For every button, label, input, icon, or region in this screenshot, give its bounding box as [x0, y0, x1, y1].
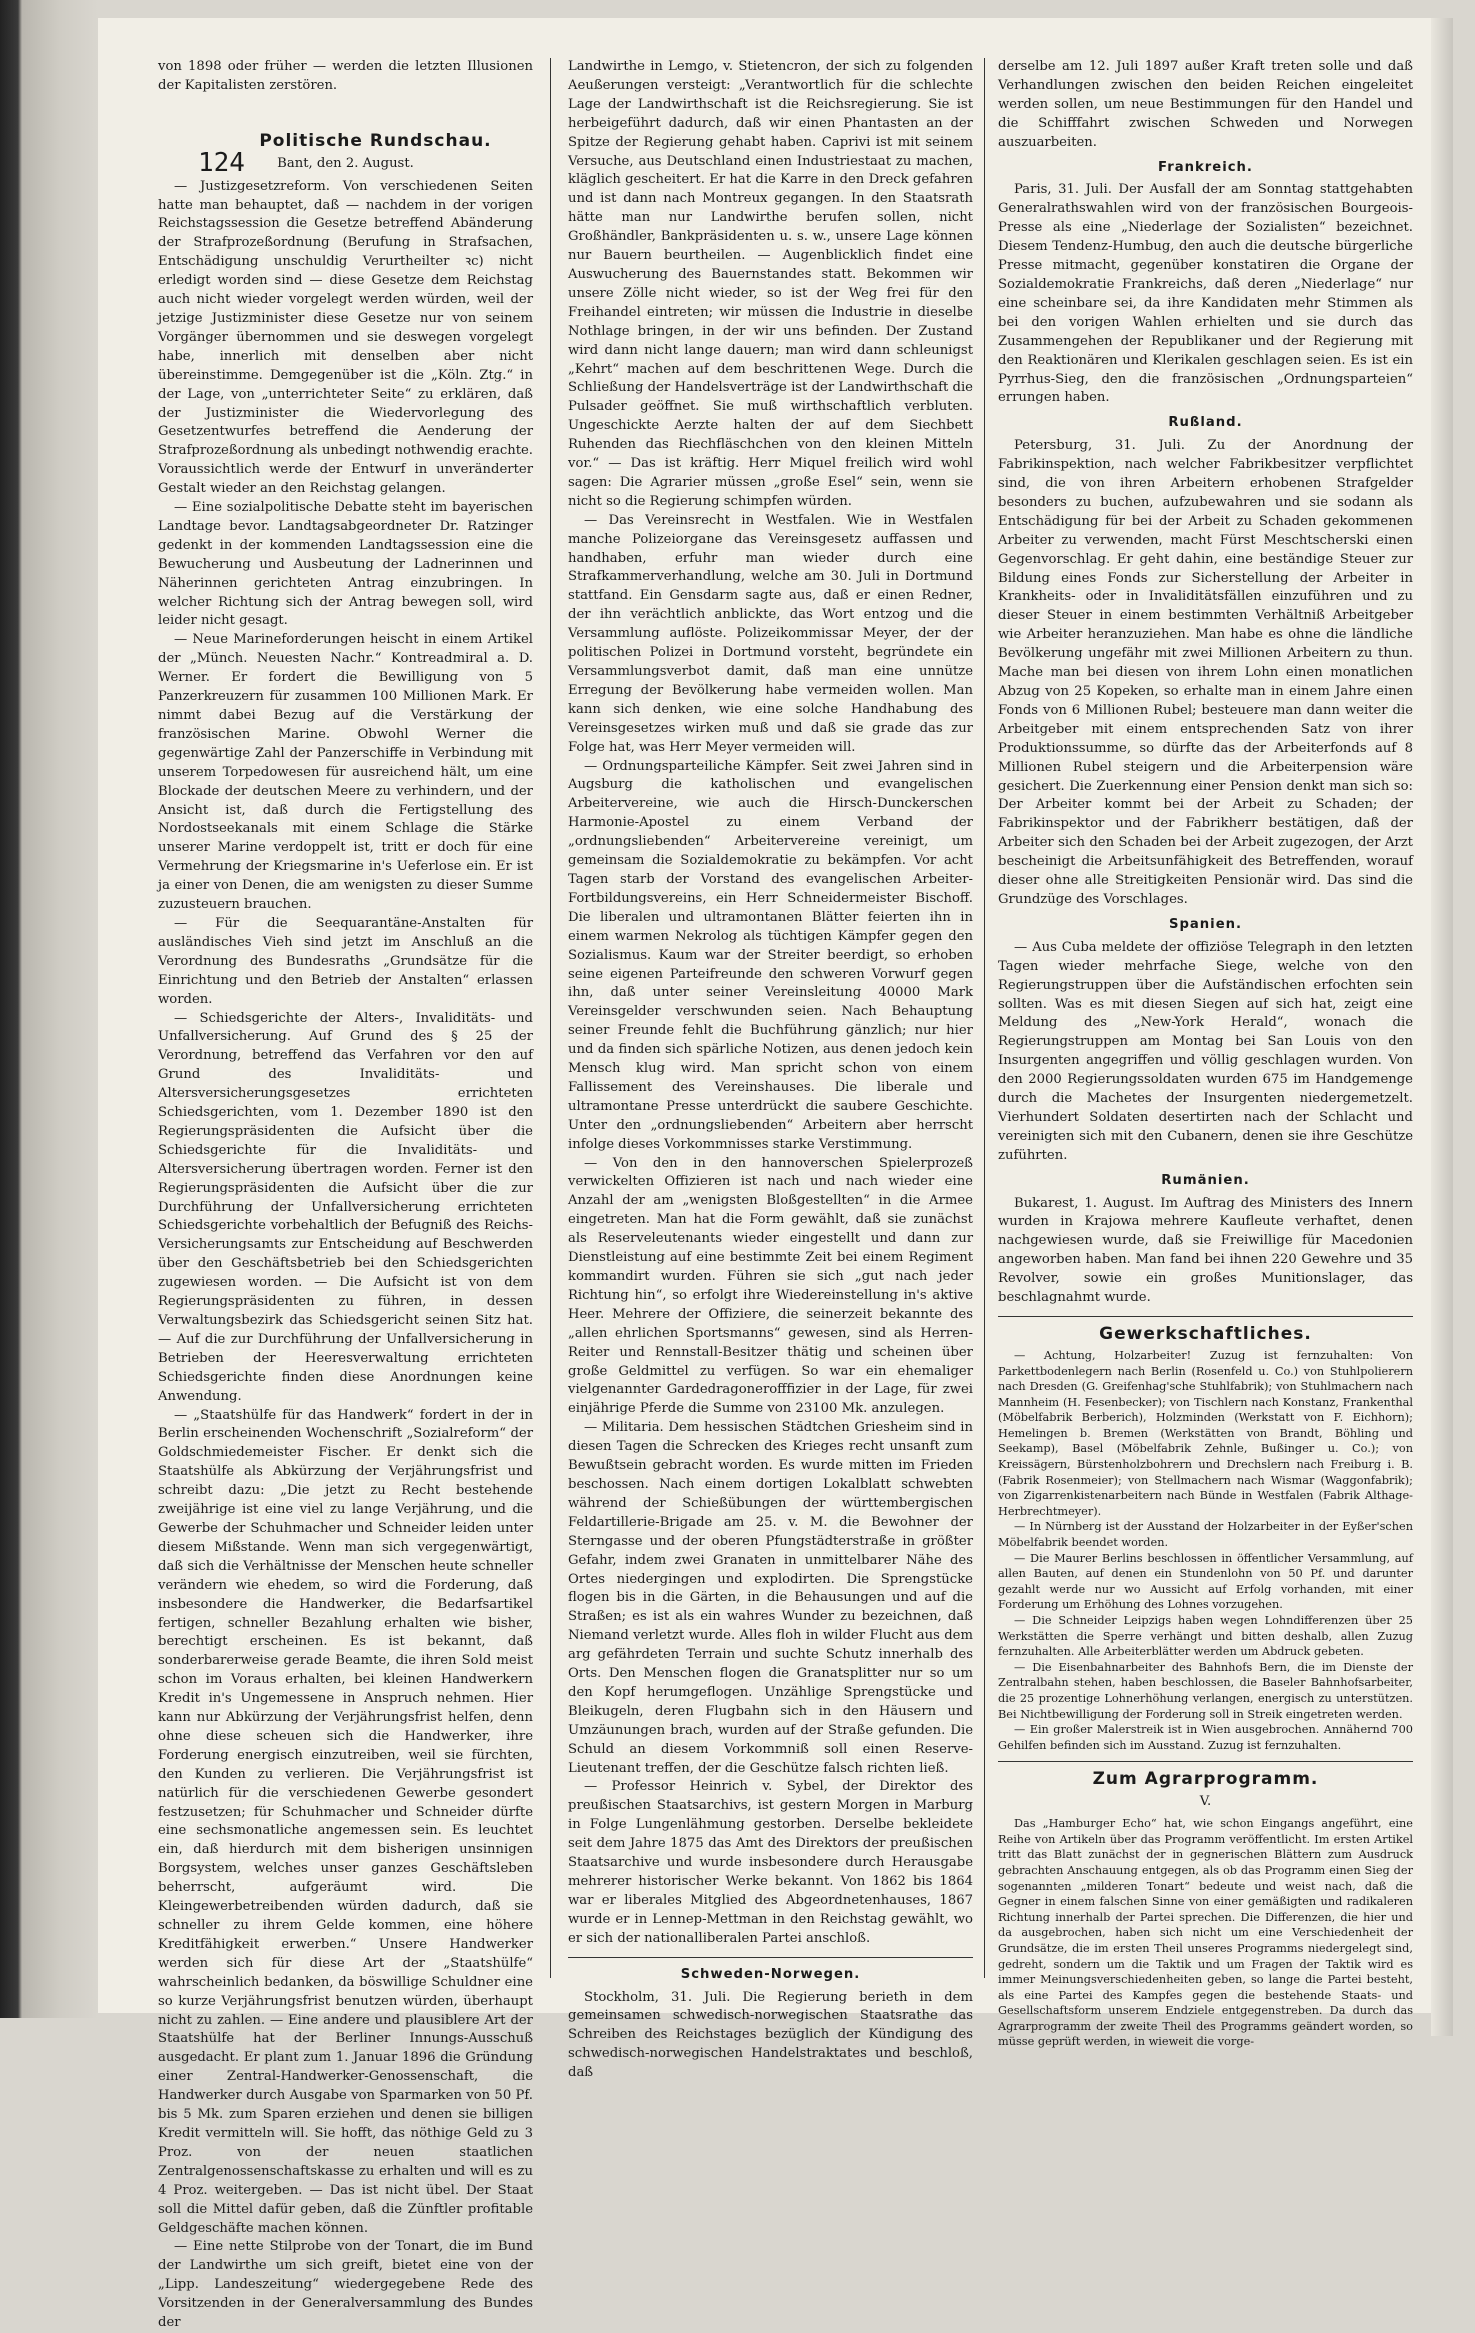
notice-item: — Die Maurer Berlins beschlossen in öffentlicher Versammlung, auf allen Bauten, auf denen ein Stundenlohn von 50 Pf. und darunter gezahlt werde nur wo Aussicht auf Erfolg vorhanden, mit einer Forderung um Erhöhung des Lohnes vorzugehen.: [998, 1551, 1413, 1612]
column-2: [568, 58, 973, 2083]
article-paragraph: — Das Vereinsrecht in Westfalen. Wie in Westfalen manche Polizeiorgane das Vereinsgesetz auffassen und handhaben, erfuhr man wieder durch eine Strafkammerverhandlung, welche am 30. Juli in Dortmund stattfand. Ein Gensdarm sagte aus, daß er einen Redner, der ihn verächtlich anblickte, das Wort entzog und die Versammlung auflöste. Polizeikommissar Meyer, der der politischen Polizei in Dortmund vorsteht, begründete ein Versammlungsverbot damit, daß man eine unnütze Erregung der Bevölkerung habe vermeiden wollen. Man kann sich denken, wie eine solche Handhabung des Vereinsgesetzes wirken muß und daß sie grade das zur Folge hat, was Herr Meyer vermeiden will.: [568, 512, 973, 755]
page-edge: [1431, 18, 1453, 2036]
dateline: Bant, den 2. August.: [277, 155, 414, 171]
article-paragraph: — Justizgesetzreform. Von verschiedenen Seiten hatte man behauptet, daß — nachdem in der vorigen Reichstagssession die Gesetze betreffend Abänderung der Strafprozeßordnung (Berufung in Strafsachen, Entschädigung unschuldig Verurtheilter ꝛc) nicht erledigt worden sind — diese Gesetze dem Reichstag auch nicht wieder vorgelegt werden würden, weil der jetzige Justizminister diese Gesetze nur von seinem Vorgänger übernommen und sie deswegen vorgelegt habe, innerlich mit denselben aber nicht übereinstimme. Demgegenüber ist die „Köln. Ztg.“ in der Lage, von „unterrichteter Seite“ zu erklären, daß der Justizminister die Wiedervorlegung des Gesetzentwurfes betreffend die Aenderung der Strafprozeßordnung als unbedingt nothwendig erachte. Voraussichtlich werde der Entwurf in unveränderter Gestalt wieder an den Reichstag gelangen.: [158, 178, 533, 497]
column-3: [998, 58, 1413, 2050]
column-rule: [984, 58, 985, 1978]
newspaper-page: [98, 18, 1453, 2331]
section-heading: Schweden-Norwegen.: [680, 1966, 861, 1982]
article-paragraph: — Ordnungsparteiliche Kämpfer. Seit zwei Jahren sind in Augsburg die katholischen und evangelischen Arbeitervereine, wie auch die Hirsch-Dunckerschen Harmonie-Apostel zu einem Verband der „ordnungsliebenden“ Arbeitervereine vereinigt, um gemeinsam die Sozialdemokratie zu bekämpfen. Vor acht Tagen starb der Vorstand des evangelischen Arbeiter-Fortbildungsvereins, ein Herr Schneidermeister Bischoff. Die liberalen und ultramontanen Blätter feierten ihn in einem warmen Nekrolog als tüchtigen Kämpfer gegen den Sozialismus. Kaum war der Streiter beerdigt, so erhoben seine eigenen Parteifreunde den schweren Vorwurf gegen ihn, daß unter seiner Vereinsleitung 40000 Mark Vereinsgelder verschwunden seien. Nach Behauptung seiner Freunde fehlt die Buchführung gänzlich; nur hier und da finden sich spärliche Notizen, aus denen jedoch kein Mensch klug wird. Man spricht schon von einem Fallissement des Vereinshauses. Die liberale und ultramontane Presse unterdrückt die saubere Geschichte. Unter den „ordnungsliebenden“ Arbeitern aber herrscht infolge dieses Vorkommnisses starke Verstimmung.: [568, 758, 973, 1152]
article-paragraph: — Eine nette Stilprobe von der Tonart, die im Bund der Landwirthe um sich greift, bietet eine von der „Lipp. Landeszeitung“ wiedergegebene Rede des Vorsitzenden in der Generalversammlung des Bundes der: [158, 2239, 533, 2331]
article-paragraph: Stockholm, 31. Juli. Die Regierung berieth in dem gemeinsamen schwedisch-norwegischen Staatsrathe das Schreiben des Reichstages bezüglich der Kündigung des schwedisch-norwegischen Handelstraktates und beschloß, daß: [568, 1989, 973, 2081]
section-heading: Spanien.: [1168, 916, 1243, 932]
divider: [998, 1316, 1413, 1317]
part-number: V.: [1199, 1794, 1212, 1810]
union-notices: [998, 1348, 1413, 1753]
article-paragraph: — Von den in den hannoverschen Spielerprozeß verwickelten Offizieren ist nach und nach wieder eine Anzahl der am „wenigsten Bloßgestellten“ in die Armee eingetreten. Man hat die Form gewählt, daß sie zunächst als Reserveleutenants wieder eingestellt und dann zur Dienstleistung auf eine bestimmte Zeit bei einem Regiment kommandirt wurden. Führen sie sich „gut nach jeder Richtung hin“, so erfolgt ihre Wiedereinstellung in's aktive Heer. Mehrere der Offiziere, die seinerzeit bekannte des „allen ehrlichen Sportsmanns“ gewesen, sind als Herren-Reiter und Rennstall-Besitzer thätig und scheinen über große Geldmittel zu verfügen. So war ein ehemaliger vielgenannter Gardedragonerofffizier in der Lage, für zwei einjährige Pferde die Summe von 23100 Mk. anzulegen.: [568, 1155, 973, 1417]
article-paragraph: Petersburg, 31. Juli. Zu der Anordnung der Fabrikinspektion, nach welcher Fabrikbesitzer verpflichtet sind, die von ihren Arbeitern erhobenen Strafgelder besonders zu buchen, aufzubewahren und sie sodann als Entschädigung für bei der Arbeit zu Schaden gekommenen Arbeiter zu verwenden, macht Fürst Meschtscherski einen Gegenvorschlag. Er geht dahin, eine beständige Steuer zur Bildung eines Fonds zur Sicherstellung der Arbeiter in Krankheits- oder in Invaliditätsfällen einzuführen und zu dieser Steuer in einem bestimmten Verhältniß Arbeitgeber wie Arbeiter heranzuziehen. Man habe es ohne die ländliche Bevölkerung ungefähr mit zwei Millionen Arbeitern zu thun. Mache man bei diesen von ihrem Lohn einen monatlichen Abzug von 25 Kopeken, so erhalte man in einem Jahre einen Fonds von 6 Millionen Rubel; besteuere man dann weiter die Arbeitgeber mit einem entsprechenden Satz von ihrer Produktionssumme, so dürfte das der Arbeiterfonds auf 8 Millionen Rubel steigern und die Arbeiterpension wäre gesichert. Die Zuerkennung einer Pension denkt man sich so: Der Arbeiter kommt bei der Arbeit zu Schaden; der Fabrikinspektor und der Fabrikherr bestätigen, daß der Arbeiter sich den Schaden bei der Arbeit zugezogen, der Arzt bescheinigt die Arbeitsunfähigkeit des Betreffenden, worauf dieser ohne alle Streitigkeiten Pensionär wird. Das sind die Grundzüge des Vorschlages.: [998, 438, 1413, 907]
section-heading: Gewerkschaftliches.: [1099, 1324, 1312, 1344]
notice-item: — Achtung, Holzarbeiter! Zuzug ist fernzuhalten: Von Parkettbodenlegern nach Berlin (Rosenfeld u. Co.) von Stuhlpolierern nach Dresden (G. Greifenhag'sche Stuhlfabrik); von Stuhlmachern nach Mannheim (H. Fesenbecker); von Tischlern nach Konstanz, Frankenthal (Möbelfabrik Berberich), Holzminden (Werkstatt von F. Eichhorn); Hemelingen b. Bremen (Werkstätten von Brandt, Böhling und Seekamp), Basel (Möbelfabrik Zehnle, Bußinger u. Co.); von Kreissägern, Bürstenholzbohrern und Drechslern nach Freiburg i. B. (Fabrik Rosenmeier); von Stellmachern nach Wismar (Waggonfabrik); von Zigarrenkistenarbeitern nach Bünde in Westfalen (Fabrik Althage-Herbrechtmeyer).: [998, 1348, 1413, 1518]
article-paragraph: — „Staatshülfe für das Handwerk“ fordert in der in Berlin erscheinenden Wochenschrift „Sozialreform“ der Goldschmiedemeister Fischer. Er denkt sich die Staatshülfe als Abkürzung der Verjährungsfrist und schreibt dazu: „Die jetzt zu Recht bestehende zweijährige ist eine viel zu lange Verjährung, und die Gewerbe der Schuhmacher und Schneider leiden unter diesem Mißstande. Wenn man sich vergegenwärtigt, daß sich die Verhältnisse der Menschen heute schneller verändern wie ehedem, so wird die Forderung, daß insbesondere die Handwerker, die Bedarfsartikel fertigen, schneller Bezahlung erhalten wie bisher, berechtigt erscheinen. Es ist bekannt, daß sonderbarerweise gerade Beamte, die ihren Sold meist schon im Voraus erhalten, bei kleinen Handwerkern Kredit in's Ungemessene in Anspruch nehmen. Hier kann nur Abkürzung der Verjährungsfrist helfen, denn ohne diese scheuen sich die Handwerker, ihre Forderung energisch einzutreiben, weil sie fürchten, den Kunden zu verlieren. Die Verjährungsfrist ist natürlich für die verschiedenen Gewerbe gesondert festzusetzen; für Schuhmacher und Schneider dürfte eine sechsmonatliche angemessen sein. Es leuchtet ein, daß hierdurch mit dem bisherigen unsinnigen Borgsystem, welches unser ganzes Geschäftsleben beherrscht, aufgeräumt wird. Die Kleingewerbetreibenden würden dadurch, daß sie schneller zu ihrem Gelde kommen, eine höhere Kreditfähigkeit erwerben.“ Unsere Handwerker werden sich für diese Art der „Staatshülfe“ wahrscheinlich bedanken, da böswillige Schuldner eine so kurze Verjährungsfrist benutzen würden, überhaupt nicht zu zahlen. — Eine andere und plausiblere Art der Staatshülfe hat der Berliner Innungs-Ausschuß ausgedacht. Er plant zum 1. Januar 1896 die Gründung einer Zentral-Handwerker-Genossenschaft, die Handwerker durch Ausgabe von Sparmarken von 50 Pf. bis 5 Mk. zum Sparen erziehen und denen sie billigen Kredit vermitteln will. Sie hofft, das nöthige Geld zu 3 Proz. von der neuen staatlichen Zentralgenossenschaftskasse zu erhalten und will es zu 4 Proz. weitergeben. — Das ist nicht übel. Der Staat soll die Mittel dafür geben, daß die Zünftler profitable Geldgeschäfte machen können.: [158, 1407, 533, 2236]
article-paragraph: Landwirthe in Lemgo, v. Stietencron, der sich zu folgenden Aeußerungen versteigt: „Verantwortlich für die schlechte Lage der Landwirthschaft ist die Reichsregierung. Sie ist herbeigeführt dadurch, daß wir einen Phantasten an der Spitze der Regierung gehabt haben. Caprivi ist mit seinem Versuche, aus Deutschland einen Industriestaat zu machen, kläglich gescheitert. Er hat die Karre in den Dreck gefahren und ist dann nach Montreux gegangen. In den Staatsrath hätte man nur Landwirthe berufen sollen, nicht Großhändler, Bankpräsidenten u. s. w., unsere Lage können nur Bauern beurtheilen. — Augenblicklich findet eine Auswucherung des Bauernstandes statt. Bekommen wir unsere Zölle nicht wieder, so ist der Weg frei für den Freihandel eintreten; wir müssen die Industrie in dieselbe Nothlage bringen, in der wir uns befinden. Der Zustand wird dann nicht lange dauern; man wird dann schleunigst „Kehrt“ machen auf dem beschrittenen Wege. Durch die Schließung der Handelsverträge ist der Landwirthschaft die Pulsader geöffnet. Sie muß wirthschaftlich verbluten. Ungeschickte Aerzte halten der auf dem Siechbett Ruhenden das Riechfläschchen von den kleinen Mitteln vor.“ — Das ist kräftig. Herr Miquel freilich wird wohl sagen: Die Agrarier müssen „große Esel“ sein, wenn sie nicht so die Regierung schimpfen würden.: [568, 59, 973, 509]
divider: [568, 1957, 973, 1958]
article-paragraph: Bukarest, 1. August. Im Auftrag des Ministers des Innern wurden in Krajowa mehrere Kaufleute verhaftet, denen nachgewiesen wurde, daß sie Freiwillige für Macedonien angeworben haben. Man fand bei ihnen 220 Gewehre und 35 Revolver, sowie ein großes Munitionslager, das beschlagnahmt wurde.: [998, 1195, 1413, 1306]
article-paragraph: Paris, 31. Juli. Der Ausfall der am Sonntag stattgehabten Generalrathswahlen wird von der französischen Bourgeois-Presse als eine „Niederlage der Sozialisten“ bezeichnet. Diesem Tendenz-Humbug, den auch die deutsche bürgerliche Presse mitmacht, gegenüber konstatiren die Organe der Sozialdemokratie Frankreichs, daß deren „Niederlage“ nur eine scheinbare sei, da ihre Kandidaten mehr Stimmen als bei den vorigen Wahlen erhielten und sie durch das Zusammengehen der Republikaner und der Regierung mit den Reaktionären und Klerikalen geschlagen seien. Es ist ein Pyrrhus-Sieg, den die französischen „Ordnungsparteien“ errungen haben.: [998, 182, 1413, 406]
section-heading: Politische Rundschau.: [259, 130, 492, 151]
article-paragraph: — Eine sozialpolitische Debatte steht im bayerischen Landtage bevor. Landtagsabgeordneter Dr. Ratzinger gedenkt in der kommenden Landtagssession eine die Bewucherung und Ausbeutung der Ladnerinnen und Näherinnen gerichteten Antrag einzubringen. In welcher Richtung sich der Antrag bewegen soll, wird leider nicht gesagt.: [158, 500, 533, 629]
article-paragraph: — Professor Heinrich v. Sybel, der Direktor des preußischen Staatsarchivs, ist gestern Morgen in Marburg in Folge Lungenlähmung gestorben. Derselbe bekleidete seit dem Jahre 1875 das Amt des Direktors der preußischen Staatsarchive und wurde insbesondere durch Herausgabe mehrerer historischer Werke bekannt. Von 1862 bis 1864 war er liberales Mitglied des Abgeordnetenhauses, 1867 wurde er in Lennep-Mettman in den Reichstag gewählt, wo er sich der nationalliberalen Partei anschloß.: [568, 1779, 973, 1946]
page-number: 124: [198, 148, 245, 178]
article-paragraph: derselbe am 12. Juli 1897 außer Kraft treten solle und daß Verhandlungen zwischen den beiden Reichen eingeleitet werden sollen, um neue Bestimmungen für den Handel und die Schifffahrt zwischen Schweden und Norwegen auszuarbeiten.: [998, 59, 1413, 150]
column-rule: [550, 58, 551, 1978]
article-paragraph: — Für die Seequarantäne-Anstalten für ausländisches Vieh sind jetzt im Anschluß an die Verordnung des Bundesraths „Grundsätze für die Einrichtung und den Betrieb der Anstalten“ erlassen worden.: [158, 915, 533, 1007]
section-heading: Frankreich.: [1158, 159, 1253, 175]
notice-item: — Die Eisenbahnarbeiter des Bahnhofs Bern, die im Dienste der Zentralbahn stehen, haben beschlossen, die Baseler Bahnhofsarbeiter, die 25 prozentige Lohnerhöhung verlangen, energisch zu unterstützen. Bei Nichtbewilligung der Forderung soll in Streik eingetreten werden.: [998, 1660, 1413, 1721]
article-paragraph: Das „Hamburger Echo“ hat, wie schon Eingangs angeführt, eine Reihe von Artikeln über das Programm veröffentlicht. Im ersten Artikel tritt das Blatt zunächst der in gegnerischen Blättern zum Ausdruck gebrachten Anschauung entgegen, als ob das Programm einen Sieg der sogenannten „milderen Tonart“ bedeute und weist nach, daß die Gegner in einem falschen Sinne von einer gemäßigten und radikaleren Richtung innerhalb der Partei sprechen. Die Differenzen, die hier und da ausgebrochen, haben sich nicht um eine Verschiedenheit der Grundsätze, die im ersten Theil unseres Programms niedergelegt sind, gedreht, sondern um die Taktik und um Fragen der Taktik wird es immer Meinungsverschiedenheiten geben, so lange die Partei besteht, als eine Partei des Kampfes gegen die bestehende Staats- und Gesellschaftsform unserem Endziele entgegenstreben. Da durch das Agrarprogramm der zweite Theil des Programms geändert worden, so müsse geprüft werden, in wieweit die vorge-: [998, 1817, 1413, 2049]
article-paragraph: — Schiedsgerichte der Alters-, Invaliditäts- und Unfallversicherung. Auf Grund des § 25 der Verordnung, betreffend das Verfahren vor den auf Grund des Invaliditäts- und Altersversicherungsgesetzes errichteten Schiedsgerichten, vom 1. Dezember 1890 ist den Regierungspräsidenten die Aufsicht über die Schiedsgerichte für die Invaliditäts- und Altersversicherung übertragen worden. Ferner ist den Regierungspräsidenten die Aufsicht über die zur Durchführung der Unfallversicherung errichteten Schiedsgerichte vorbehaltlich der Befugniß des Reichs-Versicherungsamts zur Entscheidung auf Beschwerden über den Geschäftsbetrieb bei den Schiedsgerichten zugewiesen worden. — Die Aufsicht ist von dem Regierungspräsidenten zu führen, in dessen Verwaltungsbezirk das Schiedsgericht seinen Sitz hat. — Auf die zur Durchführung der Unfallversicherung in Betrieben der Heeresverwaltung errichteten Schiedsgerichte finden diese Anordnungen keine Anwendung.: [158, 1010, 533, 1404]
notice-item: — Ein großer Malerstreik ist in Wien ausgebrochen. Annähernd 700 Gehilfen befinden sich im Ausstand. Zuzug ist fernzuhalten.: [998, 1723, 1413, 1752]
section-heading: Rumänien.: [1161, 1172, 1250, 1188]
intro-text: von 1898 oder früher — werden die letzten Illusionen der Kapitalisten zerstören.: [158, 59, 533, 93]
book-spine: [0, 0, 98, 2018]
section-heading: Rußland.: [1168, 415, 1243, 431]
article-paragraph: — Neue Marineforderungen heischt in einem Artikel der „Münch. Neuesten Nachr.“ Kontreadmiral a. D. Werner. Er fordert die Bewilligung von 5 Panzerkreuzern für zusammen 100 Millionen Mark. Er nimmt dabei Bezug auf die Verstärkung der französischen Marine. Obwohl Werner die gegenwärtige Zahl der Panzerschiffe in Verbindung mit unserem Torpedowesen für ausreichend hält, um eine Blockade der deutschen Meere zu verhindern, und der Ansicht ist, daß durch die Fertigstellung des Nordostseekanals mit einem Schlage die Stärke unserer Marine verdoppelt ist, tritt er doch für eine Vermehrung der Kriegsmarine in's Ueferlose ein. Er ist ja einer von Denen, die am wenigsten zu dieser Summe zuzusteuern brauchen.: [158, 632, 533, 913]
agrar-article: [998, 1816, 1413, 2050]
notice-item: — In Nürnberg ist der Ausstand der Holzarbeiter in der Eyßer'schen Möbelfabrik beendet worden.: [998, 1520, 1413, 1550]
section-heading: Zum Agrarprogramm.: [1092, 1769, 1319, 1790]
column-1: [158, 58, 533, 2333]
article-paragraph: — Militaria. Dem hessischen Städtchen Griesheim sind in diesen Tagen die Schrecken des Krieges recht unsanft zum Bewußtsein gebracht worden. Es wurde mitten im Frieden beschossen. Nach einem dortigen Lokalblatt schwebten während der Schießübungen der württembergischen Feldartillerie-Brigade am 25. v. M. die Bewohner der Sterngasse und der oberen Pfungstädterstraße in größter Gefahr, indem zwei Granaten in unmittelbarer Nähe des Ortes niedergingen und explodirten. Die Sprengstücke flogen bis in die Gärten, in die Behausungen und auf die Straßen; es ist als ein wahres Wunder zu bezeichnen, daß Niemand verletzt wurde. Alles floh in wilder Flucht aus dem arg gefährdeten Terrain und suchte Schutz innerhalb des Orts. Den Menschen flogen die Granatsplitter nur so um den Kopf herumgeflogen. Unzählige Sprengstücke und Bleikugeln, deren Flugbahn sich in den Häusern und Umzäunungen brach, wurden auf der Straße gefunden. Die Schuld an diesem Vorkommniß soll einen Reserve-Lieutenant treffen, der die Geschütze falsch richten ließ.: [568, 1420, 973, 1776]
divider: [998, 1761, 1413, 1762]
article-paragraph: — Aus Cuba meldete der offiziöse Telegraph in den letzten Tagen wieder mehrfache Siege, welche von den Regierungstruppen über die Aufständischen erfochten sein sollten. Was es mit diesen Siegen auf sich hat, zeigt eine Meldung des „New-York Herald“, wonach die Regierungstruppen am Montag bei San Louis von den Insurgenten angegriffen und völlig geschlagen wurden. Von den 2000 Regierungssoldaten wurden 675 im Handgemenge durch die Machetes der Insurgenten niedergemetzelt. Vierhundert Soldaten desertirten nach der Schlacht und vereinigten sich mit den Cubanern, denen sie ihre Geschütze zuführten.: [998, 939, 1413, 1163]
notice-item: — Die Schneider Leipzigs haben wegen Lohndifferenzen über 25 Werkstätten die Sperre verhängt und bitten deshalb, allen Zuzug fernzuhalten. Alle Arbeiterblätter werden um Abdruck gebeten.: [998, 1614, 1413, 1659]
